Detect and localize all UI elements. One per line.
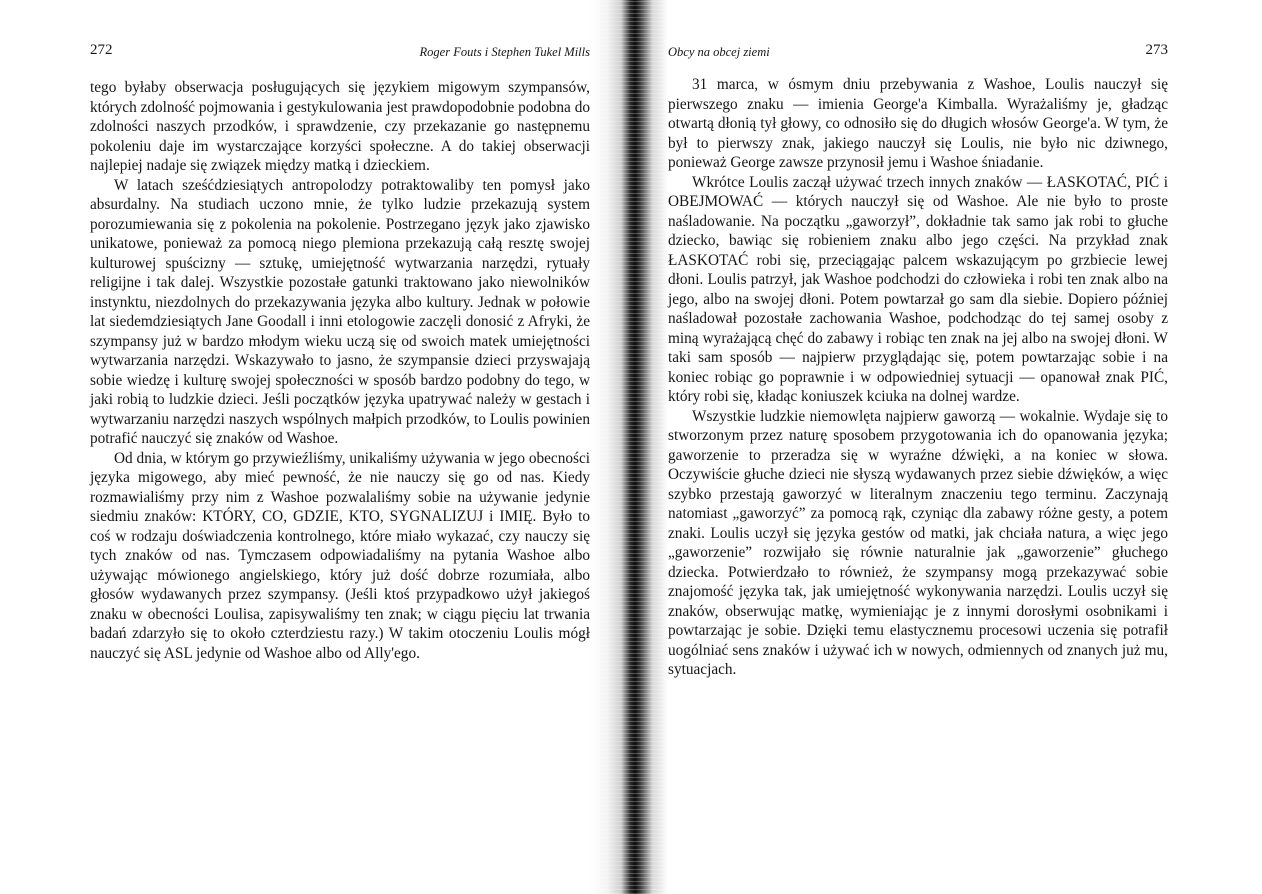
left-paragraph-1: tego byłaby obserwacja posługujących się językiem migowym szympansów, których zdolność pojmowania i gestykulowania jest prawdopodobnie podobna do zdolności naszych przodków, i sprawdzenie, czy przekazanie go następnemu pokoleniu daje im wystarczające korzyści społeczne. A do takiej obserwacji najlepiej nadaje się związek między matką i dzieckiem. (90, 79, 590, 174)
left-body-text (90, 78, 590, 663)
right-body-text (668, 75, 1168, 680)
right-running-title: Obcy na obcej ziemi (668, 45, 770, 59)
left-paragraph-3: Od dnia, w którym go przywieźliśmy, unikaliśmy używania w jego obecności języka migowego, aby mieć pewność, że nie nauczy się go od nas. Kiedy rozmawialiśmy przy nim z Washoe pozwalaliśmy sobie na używanie jedynie siedmiu znaków: KTÓRY, CO, GDZIE, KTO, SYGNALIZUJ i IMIĘ. Było to coś w rodzaju doświadczenia kontrolnego, które miało wykazać, czy nauczy się tych znaków od nas. Tymczasem odpowiadaliśmy na pytania Washoe albo używając mówionego angielskiego, który już dość dobrze rozumiała, albo głosów wydawanych przez szympansy. (Jeśli ktoś przypadkowo użył jakiegoś znaku w obecności Loulisa, zapisywaliśmy ten znak; w ciągu pięciu lat trwania badań zdarzyło się to około czterdziestu razy.) W takim otoczeniu Loulis mógł nauczyć się ASL jedynie od Washoe albo od Ally'ego. (90, 449, 590, 662)
right-running-head (668, 42, 1168, 62)
left-page (90, 0, 590, 894)
left-paragraph-2: W latach sześćdziesiątych antropolodzy potraktowaliby ten pomysł jako absurdalny. Na studiach uczono mnie, że tylko ludzie przekazują system porozumiewania się z pokolenia na pokolenie. Postrzegano język jako zjawisko unikatowe, ponieważ za pomocą niego plemiona przekazują całą resztę swojej kulturowej spuścizny — sztukę, umiejętność wytwarzania narzędzi, rytuały religijne i tak dalej. Wszystkie pozostałe gatunki traktowano jako niewolników instynktu, niezdolnych do przekazywania języka albo kultury. Jednak w połowie lat siedemdziesiątych Jane Goodall i inni etologowie zaczęli donosić z Afryki, że szympansy już w bardzo młodym wieku uczą się od swoich matek umiejętności wytwarzania narzędzi. Wskazywało to jasno, że szympansie dzieci przyswajają sobie wiedzę i kulturę swojej społeczności w sposób bardzo podobny do tego, w jaki robią to ludzkie dzieci. Jeśli początków języka upatrywać należy w gestach i wytwarzaniu narzędzi naszych wspólnych małpich przodków, to Loulis powinien potrafić nauczyć się znaków od Washoe. (90, 176, 590, 447)
book-gutter (590, 0, 668, 894)
left-running-head (90, 42, 590, 62)
right-page (668, 0, 1168, 894)
left-running-title: Roger Fouts i Stephen Tukel Mills (419, 45, 590, 59)
left-page-number: 272 (90, 42, 113, 58)
right-page-number: 273 (1145, 42, 1168, 58)
right-paragraph-1: 31 marca, w ósmym dniu przebywania z Washoe, Loulis nauczył się pierwszego znaku — imienia George'a Kimballa. Wyrażaliśmy je, gładząc otwartą dłonią tył głowy, co odnosiło się do długich włosów George'a. W tym, że był to pierwszy znak, jakiego nauczył się Loulis, nie było nic dziwnego, ponieważ George zawsze przynosił jemu i Washoe śniadanie. (668, 76, 1168, 171)
right-paragraph-2: Wkrótce Loulis zaczął używać trzech innych znaków — ŁASKOTAĆ, PIĆ i OBEJMOWAĆ — których nauczył się od Washoe. Ale nie było to proste naśladowanie. Na początku „gaworzył”, dokładnie tak samo jak robi to głuche dziecko, bawiąc się robieniem znaku albo jego części. Na przykład znak ŁASKOTAĆ robi się, przeciągając palcem wskazującym po grzbiecie lewej dłoni. Loulis patrzył, jak Washoe podchodzi do człowieka i robi ten znak albo na jego, albo na swojej dłoni. Potem powtarzał go sam dla siebie. Dopiero później naśladował pozostałe zachowania Washoe, podchodząc do tej samej osoby z miną wyrażającą chęć do zabawy i robiąc ten znak na jej albo na swojej dłoni. W taki sam sposób — najpierw przyglądając się, potem powtarzając sobie i na koniec robiąc go poprawnie i w odpowiedniej sytuacji — opanował znak PIĆ, który robi się, kładąc koniuszek kciuka na dolnej wardze. (668, 173, 1168, 405)
right-paragraph-3: Wszystkie ludzkie niemowlęta najpierw gaworzą — wokalnie. Wydaje się to stworzonym przez naturę sposobem przygotowania ich do opanowania języka; gaworzenie to przeradza się w wyraźne dźwięki, a na koniec w słowa. Oczywiście głuche dzieci nie słyszą wydawanych przez siebie dźwięków, a więc szybko przestają gaworzyć w literalnym znaczeniu tego terminu. Zaczynają natomiast „gaworzyć” za pomocą rąk, czyniąc dla zabawy różne gesty, a potem znaki. Loulis uczył się języka gestów od matki, jak chciała natura, a więc jego „gaworzenie” rozwijało się równie naturalnie jak „gaworzenie” głuchego dziecka. Potwierdzało to również, że szympansy mogą przekazywać sobie znajomość języka tak, jak umiejętność wykonywania narzędzi. Loulis uczył się znaków, obserwując matkę, wymieniając je z innymi dorosłymi osobnikami i powtarzając je sobie. Dzięki temu elastycznemu procesowi uczenia się potrafił uogólniać sens znaków i używać ich w nowych, odmiennych od znanych już mu, sytuacjach. (668, 407, 1168, 678)
